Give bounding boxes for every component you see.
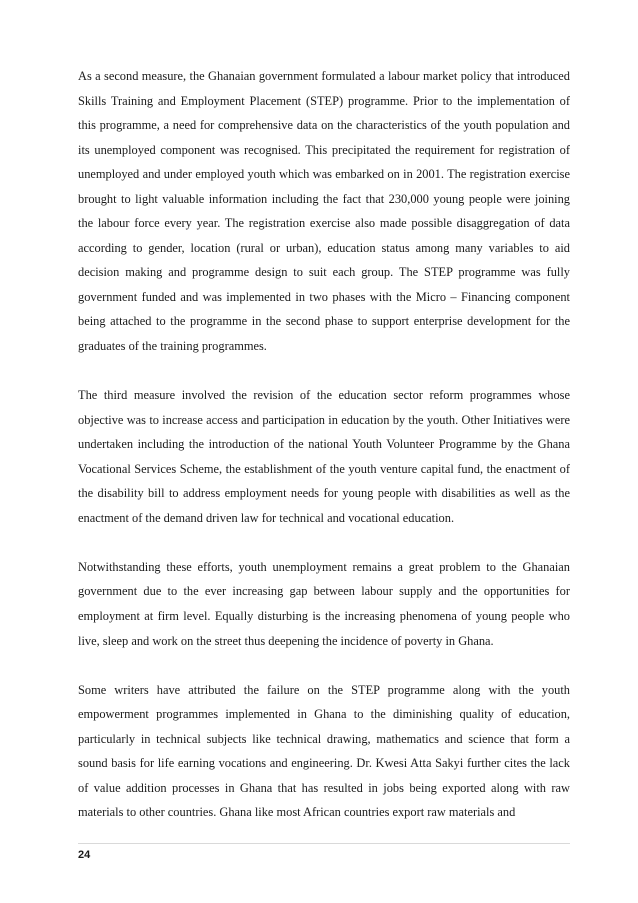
paragraph: Notwithstanding these efforts, youth unemployment remains a great problem to the Ghanaian government due to the ever increasing gap between labour supply and the opportunities for employment at firm level. Equally disturbing is the increasing phenomena of young people who live, sleep and work on the street thus deepening the incidence of poverty in Ghana. (78, 559, 570, 648)
document-body (78, 64, 570, 850)
paragraph: The third measure involved the revision of the education sector reform programmes whose objective was to increase access and participation in education by the youth. Other Initiatives were undertaken including the introduction of the national Youth Volunteer Programme by the Ghana Vocational Services Scheme, the establishment of the youth venture capital fund, the enactment of the disability bill to address employment needs for young people with disabilities as well as the enactment of the demand driven law for technical and vocational education. (78, 388, 570, 525)
paragraph: Some writers have attributed the failure on the STEP programme along with the youth empowerment programmes implemented in Ghana to the diminishing quality of education, particularly in technical subjects like technical drawing, mathematics and science that form a sound basis for life earning vocations and engineering. Dr. Kwesi Atta Sakyi further cites the lack of value addition processes in Ghana that has resulted in jobs being exported along with raw materials to other countries. Ghana like most African countries export raw materials and (78, 682, 570, 820)
footer-divider (78, 843, 570, 844)
page-number: 24 (78, 849, 91, 861)
paragraph: As a second measure, the Ghanaian government formulated a labour market policy that introduced Skills Training and Employment Placement (STEP) programme. Prior to the implementation of this programme, a need for comprehensive data on the characteristics of the youth population and its unemployed component was recognised. This precipitated the requirement for registration of unemployed and under employed youth which was embarked on in 2001. The registration exercise brought to light valuable information including the fact that 230,000 young people were joining the labour force every year. The registration exercise also made possible disaggregation of data according to gender, location (rural or urban), education status among many variables to aid decision making and programme design to suit each group. The STEP programme was fully government funded and was implemented in two phases with the Micro – Financing component being attached to the programme in the second phase to support enterprise development for the graduates of the training programmes. (78, 69, 570, 354)
